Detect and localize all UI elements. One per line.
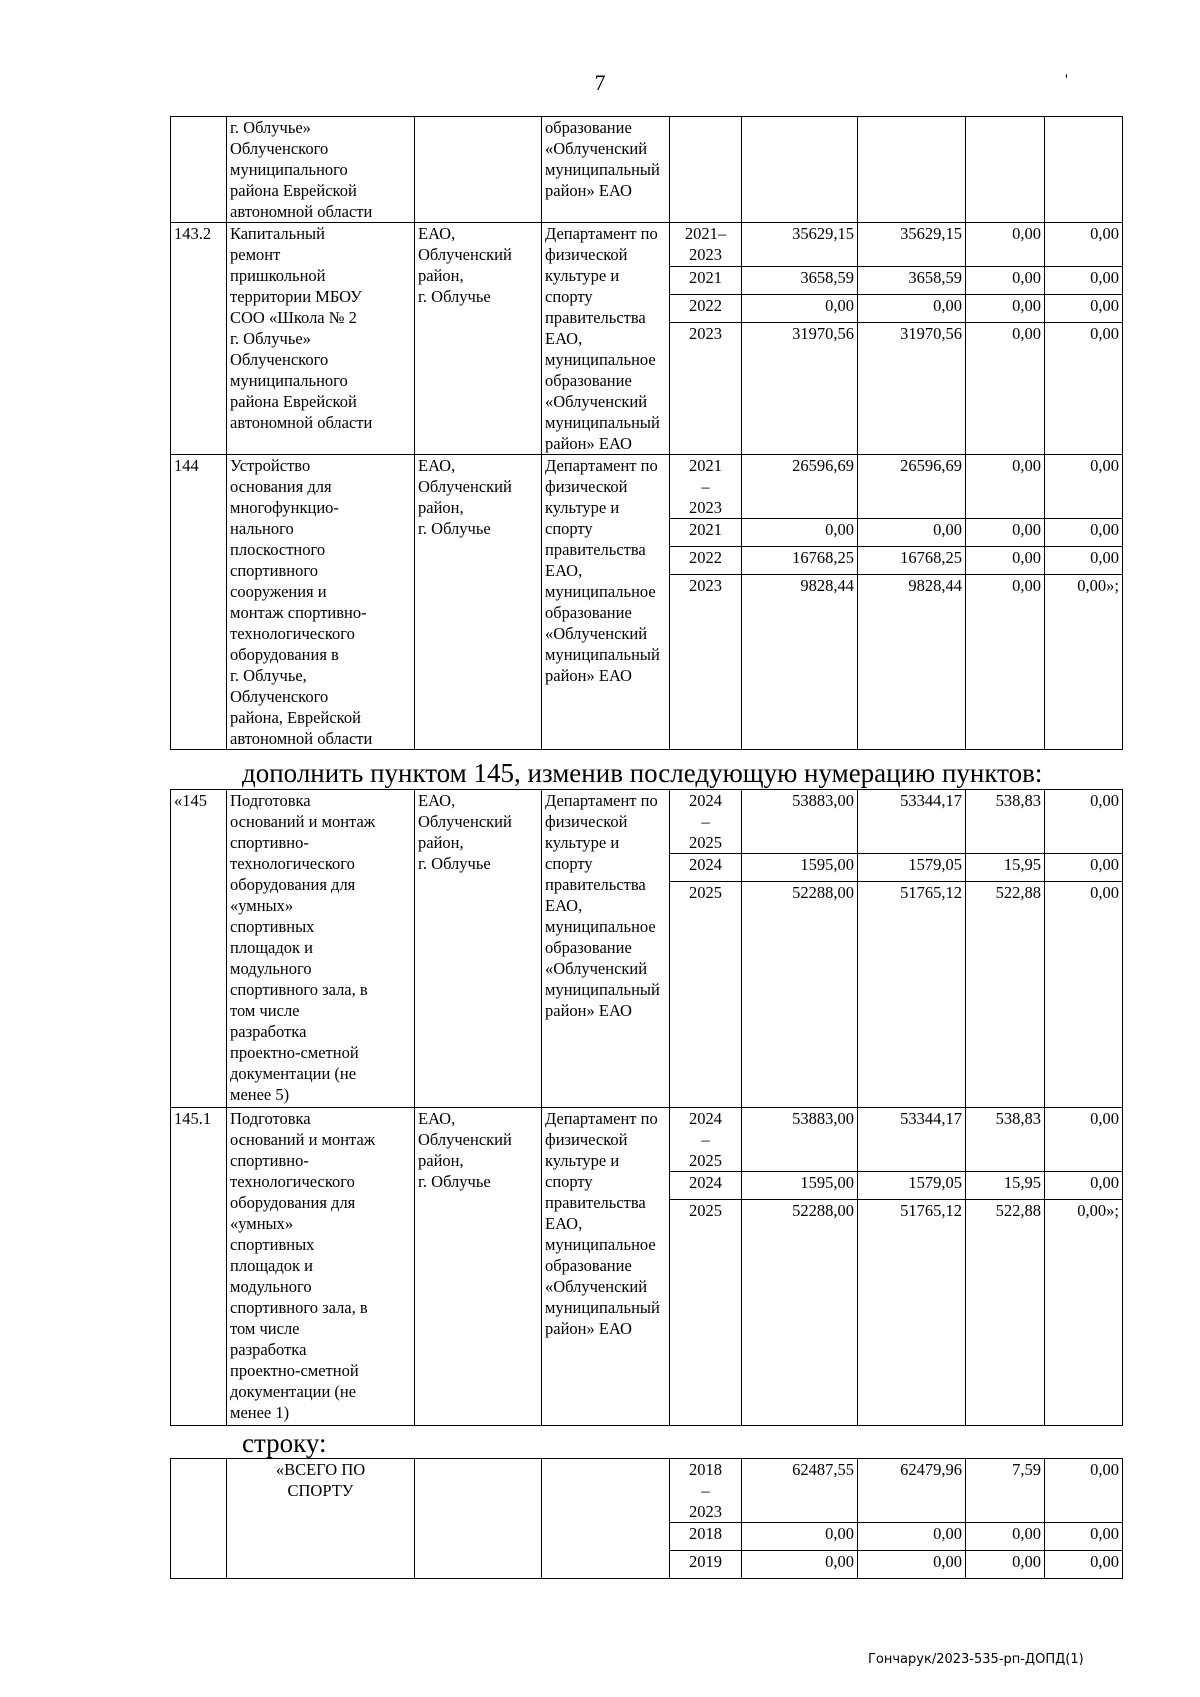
row-dept: Департамент по физической культуре и спорту правительства ЕАО, муниципальное образование «Облученский муниципальный район» ЕАО — [542, 455, 670, 750]
row-federal: 51765,12 — [858, 1200, 966, 1426]
row-dept: Департамент по физической культуре и спорту правительства ЕАО, муниципальное образование «Облученский муниципальный район» ЕАО — [542, 223, 670, 455]
row-federal: 35629,15 — [858, 223, 966, 267]
row-total: 62487,55 — [742, 1459, 858, 1523]
row-total: 0,00 — [742, 1523, 858, 1551]
row-total: 9828,44 — [742, 575, 858, 750]
row-federal: 62479,96 — [858, 1459, 966, 1523]
row-total: 0,00 — [742, 295, 858, 323]
row-regional: 0,00 — [966, 223, 1045, 267]
row-total: 1595,00 — [742, 1172, 858, 1200]
row-year: 2024 – 2025 — [670, 1108, 742, 1172]
cell-num — [171, 117, 227, 223]
row-other: 0,00»; — [1045, 575, 1123, 750]
row-year: 2023 — [670, 323, 742, 455]
row-year: 2022 — [670, 295, 742, 323]
row-place — [415, 1459, 542, 1579]
row-number: «145 — [171, 790, 227, 1108]
row-place: ЕАО, Облученский район, г. Облучье — [415, 455, 542, 750]
row-total: 53883,00 — [742, 790, 858, 854]
table-row — [171, 455, 1123, 519]
row-regional: 0,00 — [966, 575, 1045, 750]
row-other: 0,00»; — [1045, 1200, 1123, 1426]
row-regional: 0,00 — [966, 267, 1045, 295]
program-table-part-2 — [170, 789, 1123, 1426]
row-federal: 0,00 — [858, 295, 966, 323]
row-number: 145.1 — [171, 1108, 227, 1426]
row-federal: 9828,44 — [858, 575, 966, 750]
row-name: Устройство основания для многофункцио- нального плоскостного спортивного сооружения и монтаж спортивно- технологического оборудования в г. Облучье, Облученского района, Еврейской автономной области — [227, 455, 415, 750]
row-total: 52288,00 — [742, 882, 858, 1108]
row-year: 2024 — [670, 854, 742, 882]
row-other: 0,00 — [1045, 790, 1123, 854]
row-dept: Департамент по физической культуре и спорту правительства ЕАО, муниципальное образование «Облученский муниципальный район» ЕАО — [542, 1108, 670, 1426]
row-federal: 0,00 — [858, 519, 966, 547]
program-table-part-1 — [170, 116, 1123, 750]
row-year: 2024 — [670, 1172, 742, 1200]
row-year: 2022 — [670, 547, 742, 575]
row-other: 0,00 — [1045, 547, 1123, 575]
row-year: 2021– 2023 — [670, 223, 742, 267]
row-federal: 0,00 — [858, 1551, 966, 1579]
row-federal: 53344,17 — [858, 790, 966, 854]
row-other: 0,00 — [1045, 323, 1123, 455]
row-regional: 0,00 — [966, 323, 1045, 455]
row-total: 31970,56 — [742, 323, 858, 455]
row-place: ЕАО, Облученский район, г. Облучье — [415, 790, 542, 1108]
row-regional: 15,95 — [966, 1172, 1045, 1200]
row-other: 0,00 — [1045, 882, 1123, 1108]
row-year: 2019 — [670, 1551, 742, 1579]
amendment-caption-add-item: дополнить пунктом 145, изменив последующую нумерацию пунктов: — [242, 758, 1043, 788]
row-federal: 3658,59 — [858, 267, 966, 295]
table-row — [171, 223, 1123, 267]
row-regional: 0,00 — [966, 1523, 1045, 1551]
row-federal: 26596,69 — [858, 455, 966, 519]
cell-name: г. Облучье» Облученского муниципального района Еврейской автономной области — [227, 117, 415, 223]
row-number: 144 — [171, 455, 227, 750]
row-other: 0,00 — [1045, 1459, 1123, 1523]
row-federal: 0,00 — [858, 1523, 966, 1551]
row-dept: Департамент по физической культуре и спорту правительства ЕАО, муниципальное образование «Облученский муниципальный район» ЕАО — [542, 790, 670, 1108]
corner-mark: ' — [1065, 72, 1068, 89]
row-dept — [542, 1459, 670, 1579]
row-total: 1595,00 — [742, 854, 858, 882]
row-other: 0,00 — [1045, 1172, 1123, 1200]
row-other: 0,00 — [1045, 223, 1123, 267]
row-other: 0,00 — [1045, 1108, 1123, 1172]
row-total: 26596,69 — [742, 455, 858, 519]
cell-year — [670, 117, 742, 223]
row-name: Капитальный ремонт пришкольной территории МБОУ СОО «Школа № 2 г. Облучье» Облученского муниципального района Еврейской автономной области — [227, 223, 415, 455]
row-year: 2021 — [670, 519, 742, 547]
row-year: 2021 – 2023 — [670, 455, 742, 519]
row-federal: 51765,12 — [858, 882, 966, 1108]
row-year: 2021 — [670, 267, 742, 295]
total-sport-table — [170, 1458, 1123, 1579]
row-year: 2025 — [670, 1200, 742, 1426]
row-year: 2018 — [670, 1523, 742, 1551]
row-regional: 538,83 — [966, 790, 1045, 854]
page-number: 7 — [594, 70, 606, 95]
cell-place — [415, 117, 542, 223]
row-total: 52288,00 — [742, 1200, 858, 1426]
row-regional: 7,59 — [966, 1459, 1045, 1523]
cell-other — [1045, 117, 1123, 223]
row-place: ЕАО, Облученский район, г. Облучье — [415, 1108, 542, 1426]
row-regional: 522,88 — [966, 882, 1045, 1108]
row-year: 2023 — [670, 575, 742, 750]
document-footer-reference: Гончарук/2023-535-рп-ДОПД(1) — [868, 1652, 1084, 1667]
row-total: 53883,00 — [742, 1108, 858, 1172]
row-other: 0,00 — [1045, 1523, 1123, 1551]
row-regional: 15,95 — [966, 854, 1045, 882]
cell-dept: образование «Облученский муниципальный район» ЕАО — [542, 117, 670, 223]
row-regional: 0,00 — [966, 455, 1045, 519]
row-regional: 0,00 — [966, 547, 1045, 575]
cell-regional — [966, 117, 1045, 223]
row-other: 0,00 — [1045, 519, 1123, 547]
row-regional: 538,83 — [966, 1108, 1045, 1172]
row-federal: 1579,05 — [858, 854, 966, 882]
row-federal: 31970,56 — [858, 323, 966, 455]
row-regional: 0,00 — [966, 1551, 1045, 1579]
row-total: 16768,25 — [742, 547, 858, 575]
row-federal: 53344,17 — [858, 1108, 966, 1172]
row-regional: 0,00 — [966, 519, 1045, 547]
table-row — [171, 1459, 1123, 1523]
row-number — [171, 1459, 227, 1579]
row-regional: 0,00 — [966, 295, 1045, 323]
row-place: ЕАО, Облученский район, г. Облучье — [415, 223, 542, 455]
row-name: «ВСЕГО ПО СПОРТУ — [227, 1459, 415, 1579]
table-row-continuation — [171, 117, 1123, 223]
row-regional: 522,88 — [966, 1200, 1045, 1426]
row-total: 3658,59 — [742, 267, 858, 295]
cell-total — [742, 117, 858, 223]
row-total: 0,00 — [742, 519, 858, 547]
cell-federal — [858, 117, 966, 223]
row-year: 2024 – 2025 — [670, 790, 742, 854]
table-row — [171, 1108, 1123, 1172]
row-year: 2025 — [670, 882, 742, 1108]
row-other: 0,00 — [1045, 1551, 1123, 1579]
row-total: 0,00 — [742, 1551, 858, 1579]
row-name: Подготовка оснований и монтаж спортивно- технологического оборудования для «умных» спортивных площадок и модульного спортивного зала, в том числе разработка проектно-сметной документации (не менее 5) — [227, 790, 415, 1108]
row-number: 143.2 — [171, 223, 227, 455]
row-federal: 16768,25 — [858, 547, 966, 575]
row-total: 35629,15 — [742, 223, 858, 267]
table-row — [171, 790, 1123, 854]
row-year: 2018 – 2023 — [670, 1459, 742, 1523]
row-name: Подготовка оснований и монтаж спортивно- технологического оборудования для «умных» спортивных площадок и модульного спортивного зала, в том числе разработка проектно-сметной документации (не менее 1) — [227, 1108, 415, 1426]
row-federal: 1579,05 — [858, 1172, 966, 1200]
row-other: 0,00 — [1045, 455, 1123, 519]
row-other: 0,00 — [1045, 267, 1123, 295]
amendment-caption-line: строку: — [242, 1428, 327, 1458]
row-other: 0,00 — [1045, 854, 1123, 882]
row-other: 0,00 — [1045, 295, 1123, 323]
